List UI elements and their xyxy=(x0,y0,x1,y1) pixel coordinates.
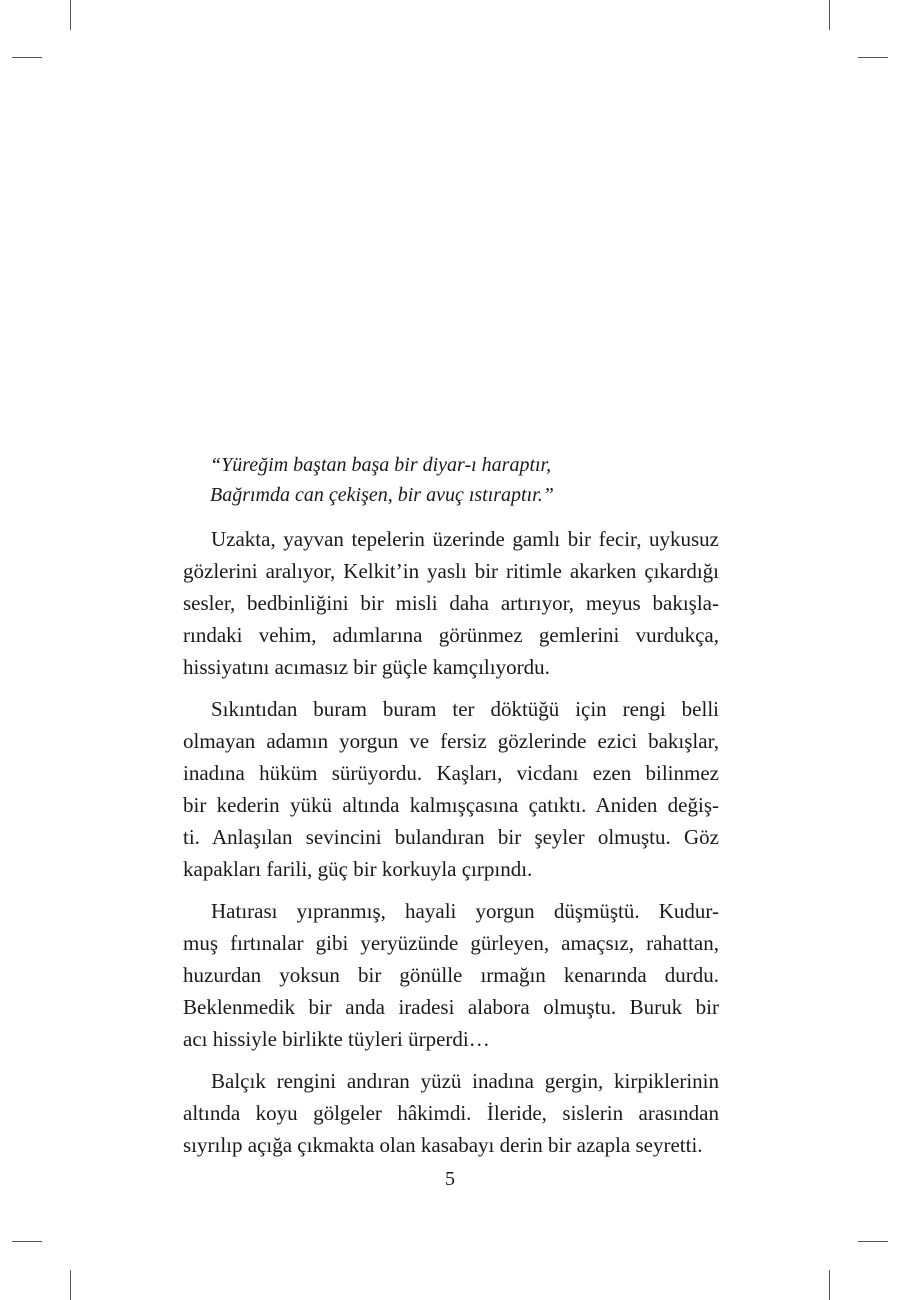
text-line: hissiyatını acımasız bir güçle kamçılıyordu. xyxy=(183,655,550,679)
epigraph-line: “Yüreğim baştan başa bir diyar-ı haraptır, xyxy=(210,454,552,476)
epigraph-line: Bağrımda can çekişen, bir avuç ıstıraptır.” xyxy=(210,484,554,506)
text-line: kapakları farili, güç bir korkuyla çırpındı. xyxy=(183,857,533,881)
crop-mark-bottom-right-h xyxy=(858,1241,888,1242)
text-line: Uzakta, yayvan tepelerin üzerinde gamlı bir fecir, uykusuz xyxy=(211,527,719,551)
paragraph-1 xyxy=(183,523,719,683)
body-text xyxy=(183,523,719,1171)
text-line: sıyrılıp açığa çıkmakta olan kasabayı derin bir azapla seyretti. xyxy=(183,1133,703,1157)
text-line: muş fırtınalar gibi yeryüzünde gürleyen, amaçsız, rahattan, xyxy=(183,931,719,955)
text-line: Beklenmedik bir anda iradesi alabora olmuştu. Buruk bir xyxy=(183,995,719,1019)
text-line: Balçık rengini andıran yüzü inadına gergin, kirpiklerinin xyxy=(211,1069,719,1093)
crop-mark-top-right xyxy=(829,0,830,30)
crop-mark-top-right-h xyxy=(858,57,888,58)
page-number: 5 xyxy=(445,1168,455,1190)
text-line: ti. Anlaşılan sevincini bulandıran bir şeyler olmuştu. Göz xyxy=(183,825,719,849)
text-line: sesler, bedbinliğini bir misli daha artırıyor, meyus bakışla- xyxy=(183,591,719,615)
text-line: bir kederin yükü altında kalmışçasına çatıktı. Aniden değiş- xyxy=(183,793,719,817)
paragraph-4 xyxy=(183,1065,719,1161)
crop-mark-top-left-h xyxy=(12,57,42,58)
text-line: huzurdan yoksun bir gönülle ırmağın kenarında durdu. xyxy=(183,963,719,987)
text-line: rındaki vehim, adımlarına görünmez gemlerini vurdukça, xyxy=(183,623,719,647)
paragraph-2 xyxy=(183,693,719,885)
text-line: acı hissiyle birlikte tüyleri ürperdi… xyxy=(183,1027,490,1051)
text-line: altında koyu gölgeler hâkimdi. İleride, sislerin arasından xyxy=(183,1101,719,1125)
epigraph xyxy=(210,450,750,510)
crop-mark-bottom-right xyxy=(829,1270,830,1300)
text-line: Hatırası yıpranmış, hayali yorgun düşmüştü. Kudur- xyxy=(211,899,719,923)
crop-mark-top-left xyxy=(70,0,71,30)
paragraph-3 xyxy=(183,895,719,1055)
crop-mark-bottom-left-h xyxy=(12,1241,42,1242)
crop-mark-bottom-left xyxy=(70,1270,71,1300)
text-line: olmayan adamın yorgun ve fersiz gözlerinde ezici bakışlar, xyxy=(183,729,719,753)
text-line: gözlerini aralıyor, Kelkit’in yaslı bir ritimle akarken çıkardığı xyxy=(183,559,719,583)
text-line: inadına hüküm sürüyordu. Kaşları, vicdanı ezen bilinmez xyxy=(183,761,719,785)
text-line: Sıkıntıdan buram buram ter döktüğü için rengi belli xyxy=(211,697,719,721)
